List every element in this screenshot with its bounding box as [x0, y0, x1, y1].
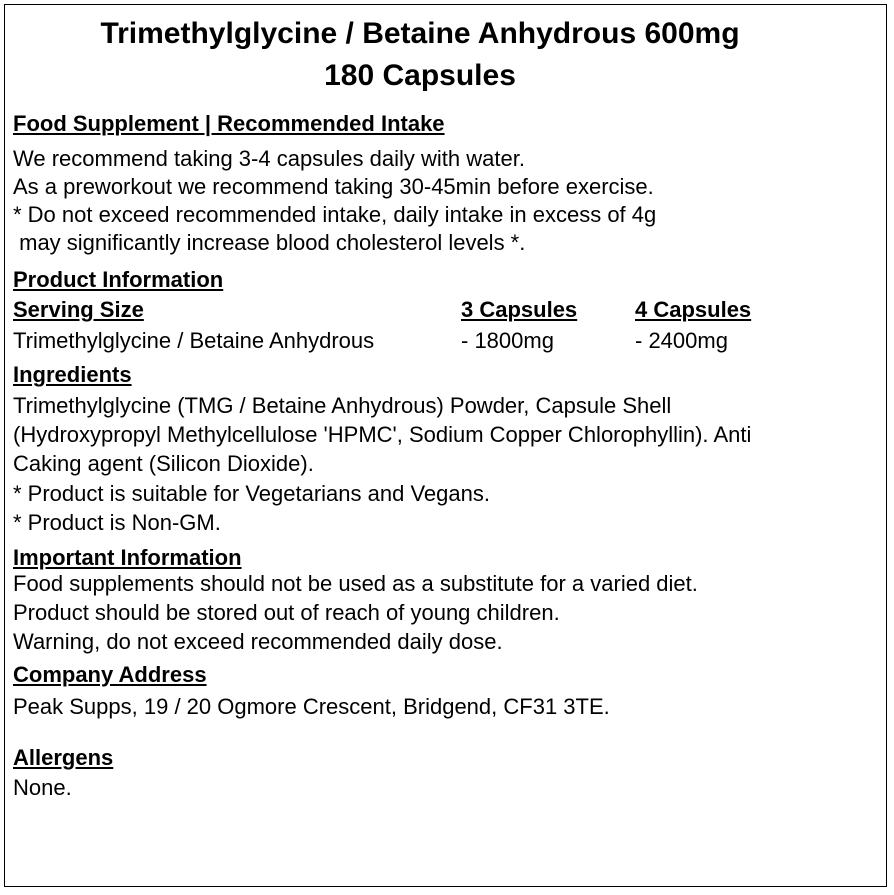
- important-info-heading: Important Information: [13, 545, 242, 570]
- ingredients-line: Caking agent (Silicon Dioxide).: [13, 451, 314, 476]
- allergens-heading: Allergens: [13, 745, 114, 770]
- important-line: Warning, do not exceed recommended daily dose.: [13, 629, 503, 654]
- intake-line: may significantly increase blood cholesterol levels *.: [13, 230, 526, 255]
- product-subtitle: 180 Capsules: [324, 59, 516, 92]
- intake-line: As a preworkout we recommend taking 30-45min before exercise.: [13, 174, 654, 199]
- ingredients-line: * Product is Non-GM.: [13, 510, 221, 535]
- important-line: Product should be stored out of reach of young children.: [13, 600, 560, 625]
- intake-line: * Do not exceed recommended intake, daily intake in excess of 4g: [13, 202, 657, 227]
- serving-row-4-capsules: - 2400mg: [635, 328, 728, 353]
- col-3-capsules-header: 3 Capsules: [461, 297, 578, 322]
- serving-row-name: Trimethylglycine / Betaine Anhydrous: [13, 328, 375, 353]
- allergens-value: None.: [13, 775, 72, 800]
- col-4-capsules-header: 4 Capsules: [635, 297, 752, 322]
- intake-line: We recommend taking 3-4 capsules daily with water.: [13, 146, 525, 171]
- serving-size-label: Serving Size: [13, 297, 144, 322]
- serving-row-3-capsules: - 1800mg: [461, 328, 554, 353]
- product-info-heading: Product Information: [13, 267, 224, 292]
- important-line: Food supplements should not be used as a substitute for a varied diet.: [13, 571, 698, 596]
- ingredients-heading: Ingredients: [13, 362, 132, 387]
- ingredients-line: (Hydroxypropyl Methylcellulose 'HPMC', Sodium Copper Chlorophyllin). Anti: [13, 422, 752, 447]
- company-address-heading: Company Address: [13, 662, 207, 687]
- product-title: Trimethylglycine / Betaine Anhydrous 600mg: [100, 17, 740, 50]
- intake-heading: Food Supplement | Recommended Intake: [13, 111, 445, 136]
- ingredients-line: * Product is suitable for Vegetarians and Vegans.: [13, 481, 490, 506]
- company-address: Peak Supps, 19 / 20 Ogmore Crescent, Bridgend, CF31 3TE.: [13, 694, 610, 719]
- ingredients-line: Trimethylglycine (TMG / Betaine Anhydrous) Powder, Capsule Shell: [13, 393, 672, 418]
